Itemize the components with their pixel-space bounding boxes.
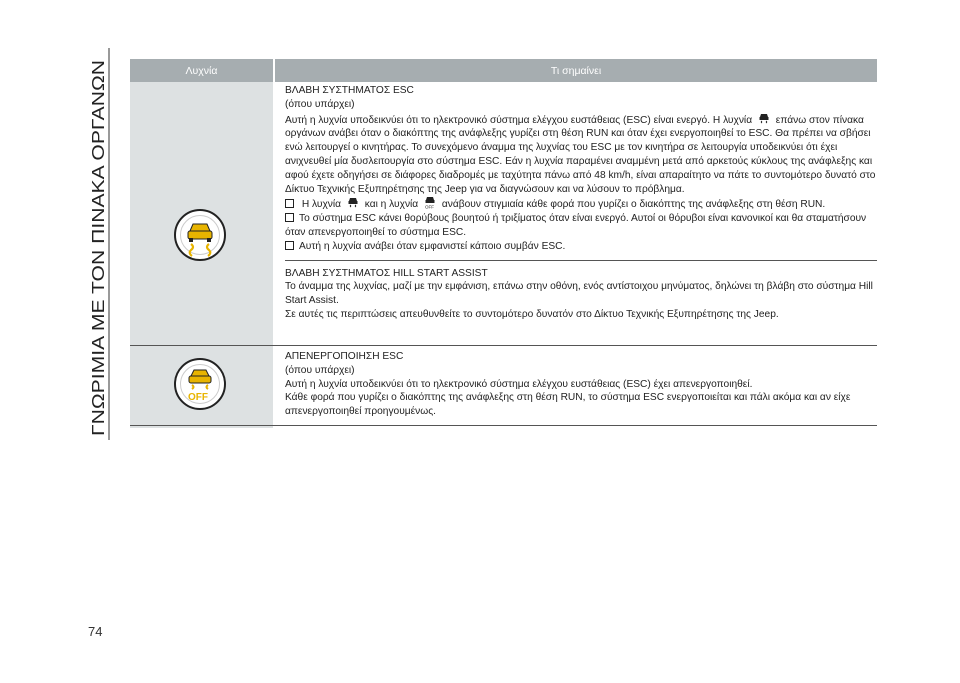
esc-off-block	[285, 350, 877, 419]
esc-fault-block	[285, 84, 877, 254]
header-meaning: Τι σημαίνει	[273, 59, 877, 82]
table-row	[130, 346, 877, 424]
esc-off-subtitle: (όπου υπάρχει)	[285, 364, 355, 376]
svg-text:OFF: OFF	[425, 204, 435, 210]
esc-off-para2: Κάθε φορά που γυρίζει ο διακόπτης της ανάφλεξης στη θέση RUN, το σύστημα ESC ενεργοποιείται και πάλι ακόμα και αν είχε απενεργοποιηθεί προηγουμένως.	[285, 392, 851, 418]
side-title	[88, 48, 110, 440]
esc-fault-subtitle: (όπου υπάρχει)	[285, 98, 355, 110]
esc-mini-icon	[347, 196, 359, 209]
esc-off-para1: Αυτή η λυχνία υποδεικνύει ότι το ηλεκτρονικό σύστημα ελέγχου ευστάθειας (ESC) έχει απενεργοποιηθεί.	[285, 378, 753, 390]
lamp-cell	[130, 346, 273, 424]
esc-note-2	[285, 212, 877, 240]
table-bottom-rule	[130, 425, 877, 426]
hill-start-block	[285, 260, 877, 322]
esc-warning-icon	[174, 209, 226, 261]
esc-fault-para	[285, 112, 877, 197]
note1-text-c: ανάβουν στιγμιαία κάθε φορά που γυρίζει ο διακόπτης της ανάφλεξης στη θέση RUN.	[441, 199, 826, 211]
hill-start-para1: Το άναμμα της λυχνίας, μαζί με την εμφάνιση, επάνω στην οθόνη, ενός αντίστοιχου μηνύματος, δηλώνει τη βλάβη στο σύστημα Hill Start Assist.	[285, 281, 873, 307]
esc-fault-para-a: Αυτή η λυχνία υποδεικνύει ότι το ηλεκτρονικό σύστημα ελέγχου ευστάθειας (ESC) είναι ενεργό. Η λυχνία	[285, 114, 753, 126]
hill-start-title: ΒΛΑΒΗ ΣΥΣΤΗΜΑΤΟΣ HILL START ASSIST	[285, 267, 488, 279]
note-bullet-icon	[285, 199, 294, 208]
esc-fault-title: ΒΛΑΒΗ ΣΥΣΤΗΜΑΤΟΣ ESC	[285, 85, 414, 96]
note-bullet-icon	[285, 241, 294, 250]
esc-fault-para-b: επάνω στον πίνακα οργάνων ανάβει όταν ο διακόπτης της ανάφλεξης γυρίζει στη θέση RUN και όταν έχει ενεργοποιηθεί το ESC. Θα πρέπει να σβήσει ενώ λειτουργεί ο κινητήρας. Το συνεχόμενο άναμμα της λυχνίας του ESC με τον κινητήρα σε λειτουργία υποδεικνύει ότι έχει ανιχνευθεί μία δυσλειτουργία στο σύστημα ESC. Εάν η λυχνία παραμένει αναμμένη μετά από αρκετούς κύκλους της ανάφλεξης και αφού έχετε οδηγήσει σε διάφορες διαδρομές με ταχύτητα πάνω από 48 km/h, είναι απαραίτητο να πάτε το συντομότερο δυνατό στο Δίκτυο Τεχνικής Εξυπηρέτησης της Jeep για να διαγνώσουν και να λύσουν το πρόβλημα.	[285, 114, 876, 195]
page-number: 74	[88, 624, 103, 639]
header-lamp: Λυχνία	[185, 64, 218, 77]
table-header	[130, 59, 877, 82]
esc-off-mini-icon	[424, 196, 436, 209]
meaning-cell	[273, 346, 877, 424]
note1-text-a: Η λυχνία	[301, 199, 342, 211]
esc-note-1	[285, 196, 877, 212]
esc-off-title: ΑΠΕΝΕΡΓΟΠΟΙΗΣΗ ESC	[285, 351, 404, 362]
note1-text-b: και η λυχνία	[364, 199, 419, 211]
note2-text: Το σύστημα ESC κάνει θορύβους βουητού ή τριξίματος όταν είναι ενεργό. Αυτοί οι θόρυβοι είναι κανονικοί και θα σταματήσουν όταν απενεργοποιηθεί το σύστημα ESC.	[285, 213, 867, 238]
hill-start-para2: Σε αυτές τις περιπτώσεις απευθυνθείτε το συντομότερο δυνατόν στο Δίκτυο Τεχνικής Εξυπηρέτησης της Jeep.	[285, 308, 779, 320]
esc-note-3	[285, 240, 877, 254]
esc-mini-icon	[758, 112, 770, 125]
note3-text: Αυτή η λυχνία ανάβει όταν εμφανιστεί κάποιο συμβάν ESC.	[299, 240, 566, 252]
esc-off-icon	[174, 358, 226, 410]
esc-off-label: OFF	[188, 392, 208, 403]
side-title-text: ΓΝΩΡΙΜΙΑ ΜΕ ΤΟΝ ΠΙΝΑΚΑ ΟΡΓΑΝΩΝ	[88, 124, 108, 436]
note-bullet-icon	[285, 213, 294, 222]
